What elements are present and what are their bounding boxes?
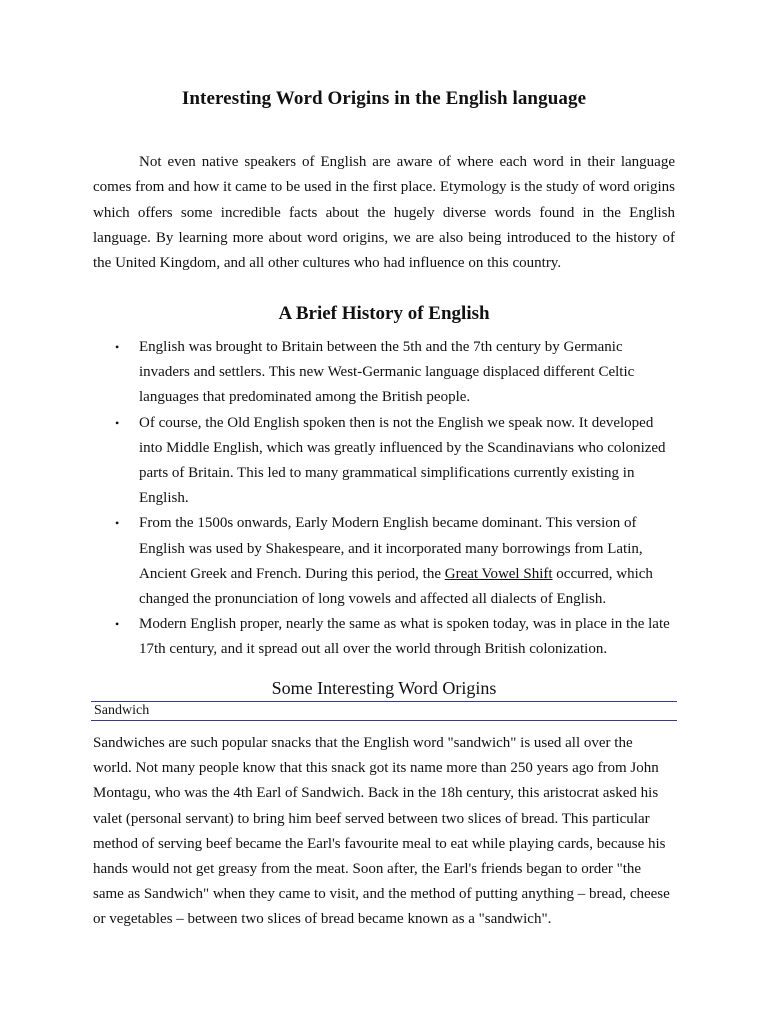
history-item-text-after: occurred, which changed the pronunciation of long vowels and affected all dialects of English.	[139, 565, 653, 608]
history-item-text: Of course, the Old English spoken then is not the English we speak now. It developed into Middle English, which was greatly influenced by the Scandinavians who colonized parts of Britain. This led to many grammatical simplifications currently existing in English.	[139, 414, 666, 507]
bullet-icon: •	[115, 415, 120, 430]
history-list	[93, 335, 675, 663]
history-item-text: Modern English proper, nearly the same as what is spoken today, was in place in the late 17th century, and it spread out all over the world through British colonization.	[139, 616, 670, 658]
sandwich-paragraph: Sandwiches are such popular snacks that the English word "sandwich" is used all over the world. Not many people know that this snack got its name more than 250 years ago from John Montagu, who was the 4th Earl of Sandwich. Back in the 18h century, this aristocrat asked his valet (personal servant) to bring him beef served between two slices of bread. This particular method of serving beef became the Earl's favourite meal to eat while playing cards, because his hands would not get greasy from the meat. Soon after, the Earl's friends began to order "the same as Sandwich" when they came to visit, and the method of putting anything – bread, cheese or vegetables – between two slices of bread became known as a "sandwich".	[93, 735, 670, 928]
intro-paragraph: Not even native speakers of English are aware of where each word in their language comes from and how it came to be used in the first place. Etymology is the study of word origins which offers some incredible facts about the hugely diverse words found in the English language. By learning more about word origins, we are also being introduced to the history of the United Kingdom, and all other cultures who had influence on this country.	[93, 154, 675, 272]
history-item	[93, 411, 675, 512]
history-item-text: English was brought to Britain between the 5th and the 7th century by Germanic invaders and settlers. This new West-Germanic language displaced different Celtic languages that predominated among the British people.	[139, 339, 635, 406]
origins-heading: Some Interesting Word Origins	[271, 678, 497, 698]
section-rule-top	[91, 701, 677, 702]
bullet-icon: •	[115, 617, 120, 632]
document-title: Interesting Word Origins in the English language	[181, 88, 587, 109]
history-heading: A Brief History of English	[278, 303, 490, 324]
history-item	[93, 612, 675, 662]
sandwich-subheading: Sandwich	[94, 703, 150, 718]
bullet-icon: •	[115, 516, 120, 531]
great-vowel-shift-link[interactable]: Great Vowel Shift	[444, 565, 553, 582]
bullet-icon: •	[115, 340, 120, 354]
history-item	[93, 511, 675, 612]
history-item	[93, 335, 675, 411]
history-item-text-before: From the 1500s onwards, Early Modern English became dominant. This version of English was used by Shakespeare, and it incorporated many borrowings from Latin, Ancient Greek and French. During this period, the	[139, 515, 643, 582]
section-rule-bottom	[91, 720, 677, 721]
